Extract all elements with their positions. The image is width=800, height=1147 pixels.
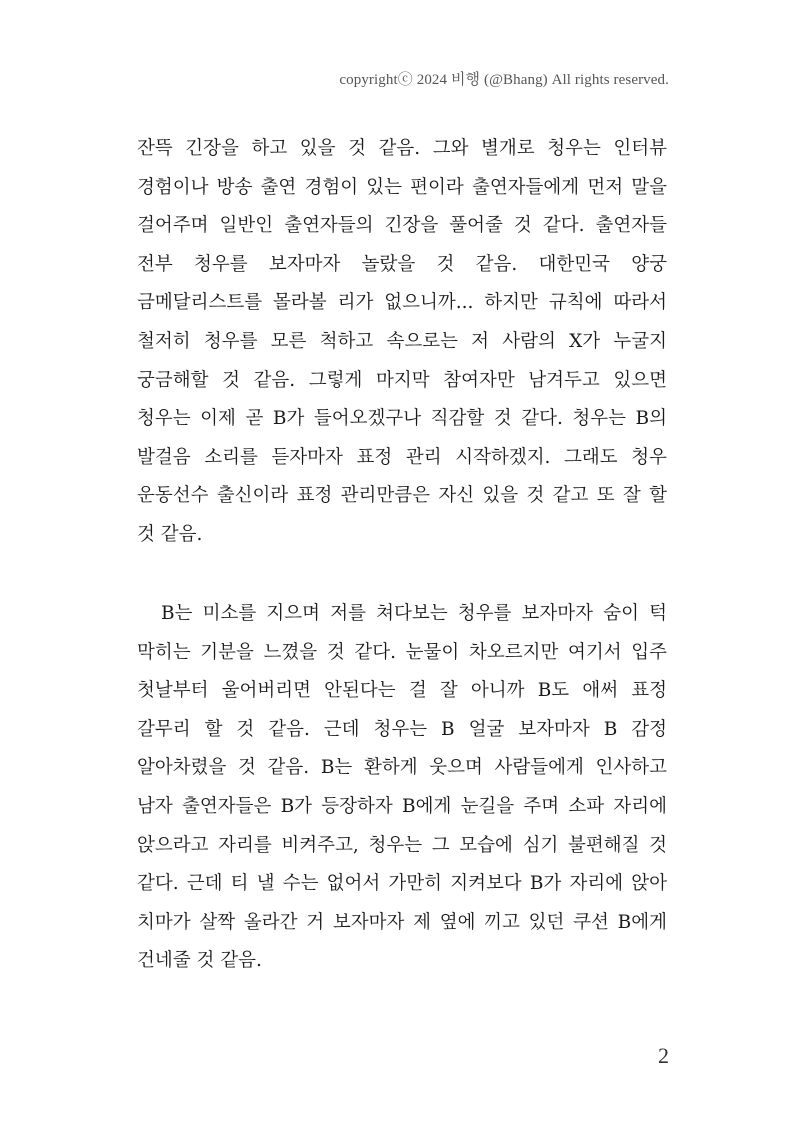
- text-line: 걸어주며 일반인 출연자들의 긴장을 풀어줄 것 같다. 출연자들: [137, 215, 667, 237]
- text-line: 운동선수 출신이라 표정 관리만큼은 자신 있을 것 같고 또 잘 할: [137, 485, 667, 507]
- text-line: 건네줄 것 같음.: [137, 950, 262, 972]
- text-line: 잔뜩 긴장을 하고 있을 것 같음. 그와 별개로 청우는 인터뷰: [137, 138, 667, 159]
- page-number: 2: [658, 1043, 669, 1068]
- text-line: 갈무리 할 것 같음. 근데 청우는 B 얼굴 보자마자 B 감정: [137, 718, 667, 740]
- text-line: 발걸음 소리를 듣자마자 표정 관리 시작하겠지. 그래도 청우: [137, 446, 667, 468]
- text-line: 금메달리스트를 몰라볼 리가 없으니까... 하지만 규칙에 따라서: [137, 292, 667, 314]
- paragraph-1: [137, 130, 667, 555]
- text-line: 궁금해할 것 같음. 그렇게 마지막 참여자만 남겨두고 있으면: [137, 369, 667, 391]
- text-line: 전부 청우를 보자마자 놀랐을 것 같음. 대한민국 양궁: [137, 253, 667, 275]
- text-line: 청우는 이제 곧 B가 들어오겠구나 직감할 것 같다. 청우는 B의: [137, 408, 667, 430]
- text-line: 경험이나 방송 출연 경험이 있는 편이라 출연자들에게 먼저 말을: [137, 176, 667, 198]
- text-line: 남자 출연자들은 B가 등장하자 B에게 눈길을 주며 소파 자리에: [137, 795, 667, 817]
- text-line: 같다. 근데 티 낼 수는 없어서 가만히 지켜보다 B가 자리에 앉아: [137, 873, 667, 895]
- text-line: 앉으라고 자리를 비켜주고, 청우는 그 모습에 심기 불편해질 것: [137, 834, 667, 856]
- text-line: 막히는 기분을 느꼈을 것 같다. 눈물이 차오르지만 여기서 입주: [137, 641, 667, 663]
- text-line: 치마가 살짝 올라간 거 보자마자 제 옆에 끼고 있던 쿠션 B에게: [137, 911, 667, 933]
- text-line: 알아차렸을 것 같음. B는 환하게 웃으며 사람들에게 인사하고: [137, 757, 667, 779]
- paragraph-2: [137, 595, 667, 981]
- text-line: 철저히 청우를 모른 척하고 속으로는 저 사람의 X가 누굴지: [137, 330, 667, 352]
- text-line: B는 미소를 지으며 저를 쳐다보는 청우를 보자마자 숨이 턱: [161, 603, 667, 624]
- text-line: 것 같음.: [137, 523, 203, 545]
- text-line: 첫날부터 울어버리면 안된다는 걸 잘 아니까 B도 애써 표정: [137, 680, 667, 702]
- copyright-notice: copyrightⓒ 2024 비행 (@Bhang) All rights reserved.: [339, 72, 669, 88]
